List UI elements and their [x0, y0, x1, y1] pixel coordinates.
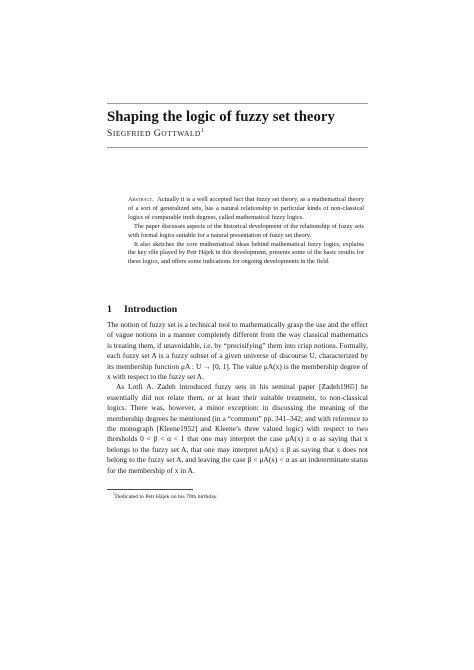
body-paragraph-2: As Lotfi A. Zadeh introduced fuzzy sets in his seminal paper [Zadeh1965] he essentially did not relate them, or at least their suitable treatment, to non-classical logics. There was, however, a minor exception: in discussing the meaning of the membership degrees he mentioned (in a “comment” pp. 341–342; and with reference to the monograph [Kleene1952] and Kleene’s three valued logic) with respect to two thresholds 0 < β < α < 1 that one may interpret the case μA(x) ≥ α as saying that x belongs to the fuzzy set A, that one may interpret μA(x) ≤ β as saying that x does not belong to the fuzzy set A, and leaving the case β < μA(x) < α as an indeterminate status for the membership of x in A.	[107, 382, 368, 475]
author-footnote-mark: 1	[200, 128, 204, 134]
title-bottom-rule	[107, 147, 368, 148]
footnote	[107, 491, 218, 500]
abstract-text-1: Actually it is a well accepted fact that fuzzy set theory, as a mathematical theory of a sort of generalized sets, has a natural relationship to particular kinds of non-classical logics of comparable truth degrees, called mathematical fuzzy logics.	[128, 196, 365, 221]
abstract-label: Abstract.	[128, 196, 154, 203]
abstract	[128, 196, 364, 267]
footnote-text: Dedicated to Petr Hájek on his 70th birthday.	[115, 493, 218, 500]
title-top-rule	[107, 103, 368, 104]
section-heading	[107, 304, 177, 315]
author-line	[107, 128, 204, 139]
paper-title: Shaping the logic of fuzzy set theory	[107, 109, 335, 125]
footnote-rule	[107, 489, 193, 490]
author-name: SIEGFRIED GOTTWALD	[107, 128, 201, 140]
footnote-mark: 1	[113, 491, 115, 496]
section-title: Introduction	[124, 304, 178, 315]
body-paragraph-1: The notion of fuzzy set is a technical tool to mathematically grasp the use and the effect of vague notions in a manner completely different from the way classical mathematics is treating them, if unavoidable, i.e. by “precisifying” them into crisp notions. Formally, each fuzzy set A is a fuzzy subset of a given universe of discourse U, characterized by its membership function μA : U → [0, 1]. The value μA(x) is the membership degree of x with respect to the fuzzy set A.	[107, 320, 368, 382]
abstract-paragraph-1	[128, 196, 364, 223]
body-text	[107, 320, 368, 476]
abstract-paragraph-3: It also sketches the core mathematical ideas behind mathematical fuzzy logics, explains the key rôle played by Petr Hájek in this development, presents some of the basic results for these logics, and offers some indications for ongoing developments in the field.	[128, 240, 364, 266]
abstract-paragraph-2: The paper discusses aspects of the historical development of the relationship of fuzzy sets with formal logics suitable for a natural presentation of fuzzy set theory.	[128, 222, 364, 239]
section-number: 1	[107, 304, 112, 315]
